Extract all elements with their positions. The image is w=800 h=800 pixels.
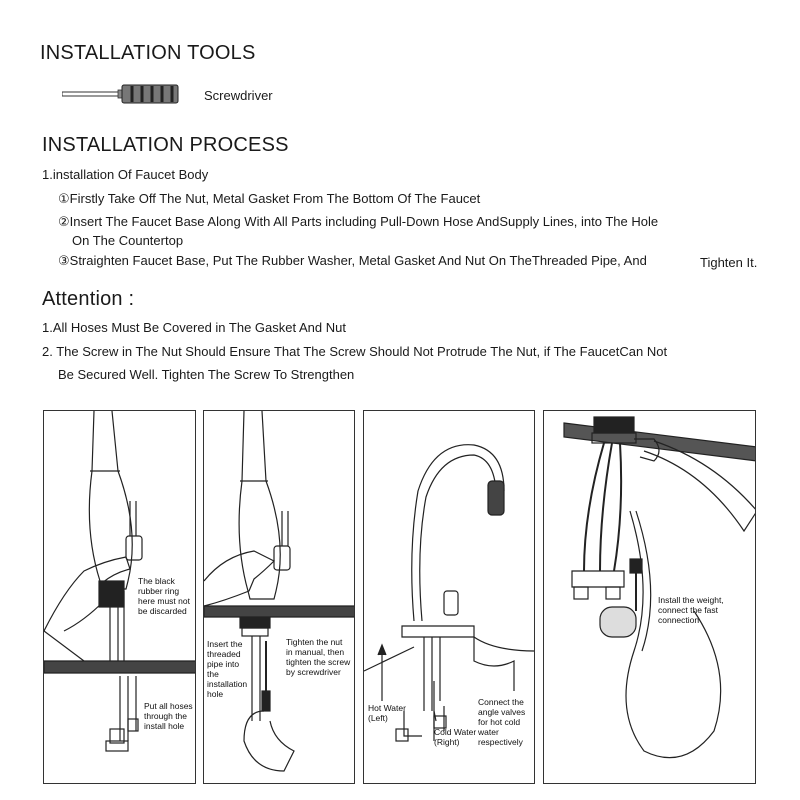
tighten-nut-note: Tighten the nut in manual, then tighten the screw by screwdriver bbox=[286, 637, 351, 677]
angle-valves-note: Connect the angle valves for hot cold water respectively bbox=[478, 697, 526, 747]
step-1: ①Firstly Take Off The Nut, Metal Gasket From The Bottom Of The Faucet bbox=[58, 191, 481, 206]
hoses-note: Put all hoses through the install hole bbox=[144, 701, 193, 731]
panel-weight-connection bbox=[543, 410, 756, 784]
faucet-screwdriver-illustration bbox=[204, 411, 355, 784]
panel-angle-valves bbox=[363, 410, 535, 784]
panel-insert-pipe bbox=[203, 410, 355, 784]
insert-pipe-note: Insert the threaded pipe into the installation hole bbox=[207, 639, 248, 699]
attention-item-1: 1.All Hoses Must Be Covered in The Gasket And Nut bbox=[42, 320, 346, 335]
process-heading: INSTALLATION PROCESS bbox=[42, 134, 289, 156]
attention-item-2-cont: Be Secured Well. Tighten The Screw To Strengthen bbox=[58, 367, 355, 382]
step-3: ③Straighten Faucet Base, Put The Rubber Washer, Metal Gasket And Nut On TheThreaded Pipe, And bbox=[58, 253, 647, 268]
screwdriver-icon bbox=[62, 82, 182, 106]
screwdriver-label: Screwdriver bbox=[204, 88, 273, 103]
panel-remove-nut bbox=[43, 410, 196, 784]
weight-note: Install the weight, connect the fast connection bbox=[658, 595, 724, 625]
attention-heading: Attention : bbox=[42, 288, 135, 310]
under-sink-illustration bbox=[544, 411, 756, 784]
cold-water-label: Cold Water (Right) bbox=[434, 727, 477, 747]
rubber-ring-note: The black rubber ring here must not be discarded bbox=[138, 576, 190, 616]
step-3-cont: Tighten It. bbox=[700, 255, 758, 270]
step-2: ②Insert The Faucet Base Along With All Parts including Pull-Down Hose AndSupply Lines, into The Hole bbox=[58, 214, 659, 229]
step-title: 1.installation Of Faucet Body bbox=[42, 167, 209, 182]
tools-heading: INSTALLATION TOOLS bbox=[40, 42, 256, 64]
attention-item-2: 2. The Screw in The Nut Should Ensure That The Screw Should Not Protrude The Nut, if The FaucetCan Not bbox=[42, 344, 668, 359]
step-2-cont: On The Countertop bbox=[72, 233, 184, 248]
hot-water-label: Hot Water (Left) bbox=[368, 703, 406, 723]
